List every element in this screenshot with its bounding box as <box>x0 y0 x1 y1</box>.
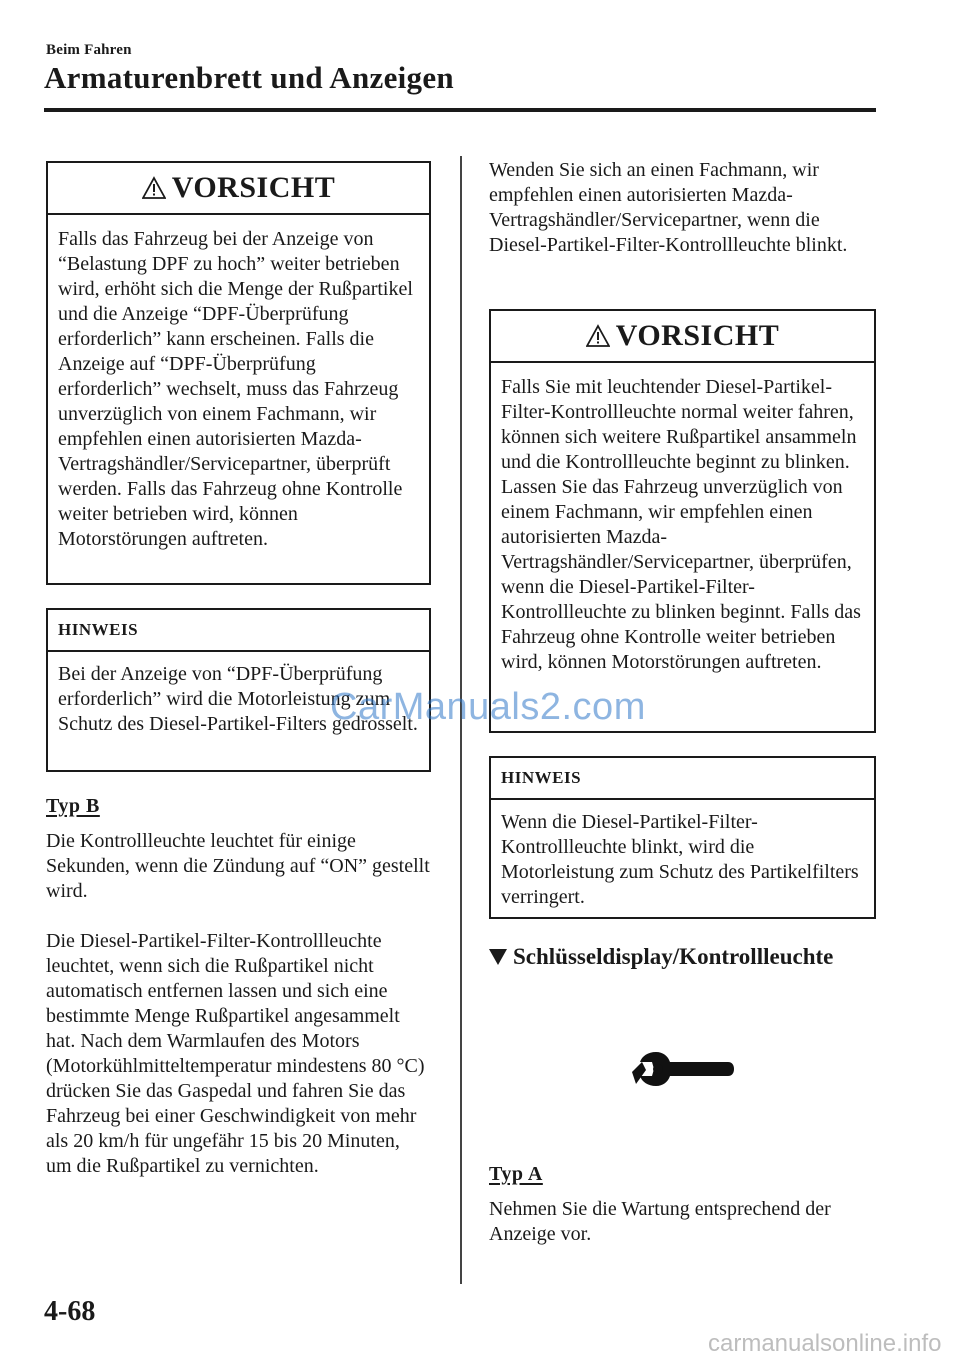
caution-header <box>48 163 429 215</box>
header-rule <box>44 108 876 112</box>
note-box-right <box>489 756 876 919</box>
section-heading <box>489 944 833 970</box>
typ-b-paragraph-2: Die Diesel-Partikel-Filter-Kontrollleuchte leuchtet, wenn sich die Rußpartikel nicht automatisch entfernen lassen und sich eine bestimmte Menge Rußpartikel angesammelt hat. Nach dem Warmlaufen des Motors (Motorkühlmitteltemperatur mindestens 80 °C) drücken Sie das Gaspedal und fahren Sie das Fahrzeug bei einer Geschwindigkeit von mehr als 20 km/h für ungefähr 15 bis 20 Minuten, um die Rußpartikel zu vernichten. <box>46 930 425 1177</box>
caution-header <box>491 311 874 363</box>
wrench-icon <box>628 1044 736 1094</box>
caution-title: VORSICHT <box>615 319 780 352</box>
note-title: HINWEIS <box>48 610 429 652</box>
warning-triangle-icon <box>142 176 166 200</box>
caution-text: Falls Sie mit leuchtender Diesel-Partikel-Filter-Kontrollleuchte normal weiter fahren, können sich weitere Rußpartikel ansammeln und die Kontrollleuchte beginnt zu blinken. Lassen Sie das Fahrzeug unverzüglich von einem Fachmann, wir empfehlen einen autorisierten Mazda-Vertragshändler/Servicepartner, überprüfen, wenn die Diesel-Partikel-Filter-Kontrollleuchte zu blinken beginnt. Falls das Fahrzeug ohne Kontrolle weiter betrieben wird, können Motorstörungen auftreten. <box>501 376 861 673</box>
warning-triangle-icon <box>586 324 610 348</box>
page-number: 4-68 <box>44 1296 96 1327</box>
typ-a-heading: Typ A <box>489 1163 543 1185</box>
section-heading-text: Schlüsseldisplay/Kontrollleuchte <box>513 944 834 969</box>
watermark-overlay: CarManuals2.com <box>330 686 646 728</box>
watermark-bottom: carmanualsonline.info <box>708 1330 942 1357</box>
caution-box-right <box>489 309 876 733</box>
typ-a-paragraph: Nehmen Sie die Wartung entsprechend der Anzeige vor. <box>489 1198 831 1245</box>
caution-title: VORSICHT <box>171 171 336 204</box>
note-title: HINWEIS <box>491 758 874 800</box>
intro-paragraph: Wenden Sie sich an einen Fachmann, wir empfehlen einen autorisierten Mazda-Vertragshändler/Servicepartner, wenn die Diesel-Partikel-Filter-Kontrollleuchte blinkt. <box>489 159 848 256</box>
typ-b-paragraph-1: Die Kontrollleuchte leuchtet für einige Sekunden, wenn die Zündung auf “ON” gestellt wird. <box>46 830 430 902</box>
note-text: Bei der Anzeige von “DPF-Überprüfung erforderlich” wird die Motorleistung zum Schutz des Diesel-Partikel-Filters gedrosselt. <box>58 663 418 735</box>
caution-text: Falls das Fahrzeug bei der Anzeige von “Belastung DPF zu hoch” weiter betrieben wird, erhöht sich die Menge der Rußpartikel und die Anzeige “DPF-Überprüfung erforderlich” kann erscheinen. Falls die Anzeige auf “DPF-Überprüfung erforderlich” wechselt, muss das Fahrzeug unverzüglich von einem Fachmann, wir empfehlen einen autorisierten Mazda-Vertragshändler/Servicepartner, überprüft werden. Falls das Fahrzeug ohne Kontrolle weiter betrieben wird, können Motorstörungen auftreten. <box>58 228 413 550</box>
note-text: Wenn die Diesel-Partikel-Filter-Kontrollleuchte blinkt, wird die Motorleistung zum Schutz des Partikelfilters verringert. <box>501 811 859 908</box>
caution-box-left <box>46 161 431 585</box>
page-title: Armaturenbrett und Anzeigen <box>44 60 454 95</box>
triangle-down-icon <box>489 949 507 965</box>
section-label: Beim Fahren <box>46 42 132 58</box>
typ-b-heading: Typ B <box>46 795 100 817</box>
